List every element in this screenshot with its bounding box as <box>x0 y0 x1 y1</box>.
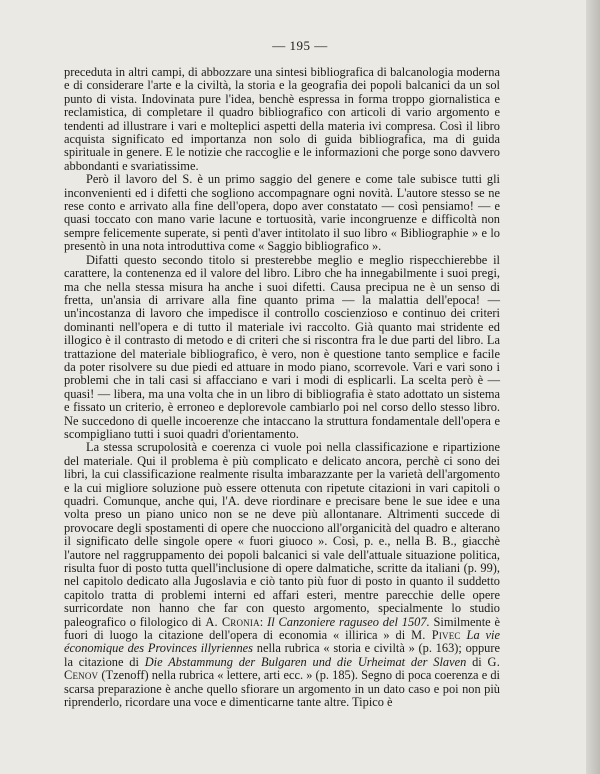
author-name-text: G. Cenov <box>64 654 500 683</box>
paragraph-text: : <box>259 614 268 629</box>
paragraph-text: Similmente è fuori di luogo la citazione dell'opera di economia « illirica » di <box>64 614 500 643</box>
paragraph <box>64 254 500 442</box>
paragraph-text: Però il lavoro del S. è un primo saggio del genere e come tale subisce tutti gli inconvenienti ed i difetti che sogliono accompagnare ogni novità. L'autore stesso se ne rese conto e arrivato alla fine dell'opera, dopo aver constatato — così pensiamo! — e quasi toccato con mano varie lacune e tortuosità, varie incongruenze e difficoltà non sempre felicemente superate, si pentì d'aver intitolato il suo libro « Bibliographie » e lo presentò in una nota introduttiva come « Saggio bibliografico ». <box>64 172 500 254</box>
paragraph <box>64 441 500 709</box>
paragraph <box>64 173 500 253</box>
italic-title-text: Il Canzoniere raguseo del 1507. <box>267 614 430 629</box>
author-name-text: M. Pivec <box>411 628 461 643</box>
italic-title-text: Die Abstammung der Bulgaren und die Urheimat der Slaven <box>144 654 467 669</box>
body-text <box>64 66 500 710</box>
paragraph-text: Difatti questo secondo titolo si presterebbe meglio e meglio rispecchierebbe il carattere, la contenenza ed il valore del libro. Libro che ha innegabilmente i suoi pregi, ma che nella stessa misura ha anche i suoi difetti. Causa precipua ne è un senso di fretta, un'ansia di arrivare alla fine quanto prima — la malattia dell'epoca! — un'incostanza di lavoro che impedisce il controllo coscienzioso e continuo dei criteri dominanti nell'opera e di tutto il materiale ivi raccolto. Già quanto mai stridente ed illogico è il contrasto di metodo e di criteri che si riscontra fra le due parti del libro. La trattazione del materiale bibliografico, è vero, non è questione tanto semplice e facile da poter risolvere su due piedi ed attuare in modo piano, scorrevole. Vari e vari sono i problemi che in tali casi si affacciano e vari i modi di esplicarli. La scelta però è — quasi! — libera, ma una volta che in un libro di bibliografia è stato adottato un sistema e fissato un criterio, è erroneo e deplorevole cambiarlo poi nel corso dello stesso libro. Ne succedono di quelle incoerenze che intaccano la struttura fondamentale dell'opera e scompigliano tutti i suoi quadri d'orientamento. <box>64 252 500 441</box>
book-spine-shadow <box>586 0 600 774</box>
italic-title-text: La vie économique des Provinces illyriennes <box>64 628 500 656</box>
author-name-text: A. Cronia <box>205 614 260 629</box>
paragraph-text: (Tzenoff) nella rubrica « lettere, arti ecc. » (p. 185). Segno di poca coerenza e di scarsa preparazione è anche quello sfiorare un argomento in un dato caso e poi non più riprenderlo, ricordare una voce e dimenticarne tante altre. Tipico è <box>64 668 500 710</box>
paragraph-text: nella rubrica « storia e civiltà » (p. 163); oppure la citazione di <box>64 641 500 669</box>
paragraph <box>64 66 500 173</box>
page-number: — 195 — <box>272 38 328 53</box>
paragraph-text: preceduta in altri campi, di abbozzare una sintesi bibliografica di balcanologia moderna e di considerare l'arte e la civiltà, la storia e la geografia dei popoli balcanici da un sol punto di vista. Indovinata pure l'idea, benchè espressa in forma troppo giornalistica e reclamistica, di completare il quadro bibliografico con articoli di vario argomento e tendenti ad illustrare i vari e molteplici aspetti della materia ivi compresa. Così il libro acquista significato ed importanza non solo di guida bibliografica, ma di guida spirituale in genere. E le notizie che raccoglie e le informazioni che porge sono davvero abbondanti e svariatissime. <box>64 65 500 173</box>
paragraph-text: La stessa scrupolosità e coerenza ci vuole poi nella classificazione e ripartizione del materiale. Qui il problema è più complicato e delicato ancora, perchè ci sono dei libri, la cui classificazione realmente risulta imbarazzante per la varietà dell'argomento e la cui migliore soluzione può essere ottenuta con ripetute citazioni in vari capitoli o quadri. Comunque, anche qui, l'A. deve riordinare e precisare bene le sue idee e una volta preso un piano unico non se ne deve più allontanare. Altrimenti succede di provocare degli spostamenti di opere che nuocciono all'organicità del quadro e alterano il significato delle singole opere « fuori giuoco ». Così, p. e., nella B. B., giacchè l'autore nel raggruppamento dei popoli balcanici si vale dell'attuale situazione politica, risulta fuor di posto tutta quell'inclusione di opere dalmatiche, scritte da italiani (p. 99), nel capitolo dedicato alla Jugoslavia e ciò tanto più fuor di posto in quanto il suddetto capitolo tratta di problemi interni ed affari esteri, mentre parecchie delle opere surricordate non hanno che far con questo argomento, specialmente lo studio paleografico o filologico di <box>64 440 500 629</box>
paragraph-text: di <box>466 654 488 669</box>
